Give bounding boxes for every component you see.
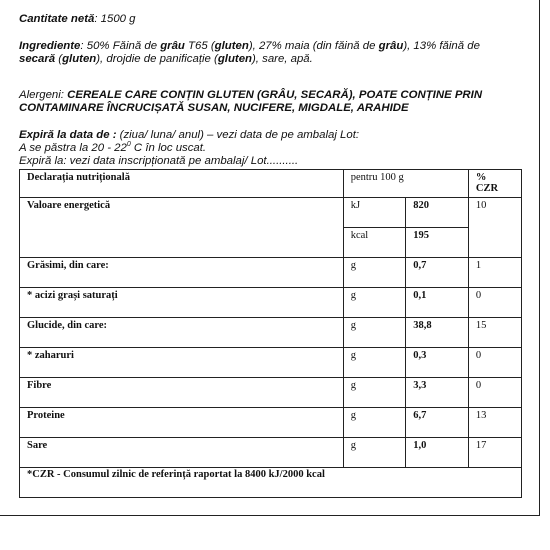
nutrient-czr: 10	[468, 198, 521, 258]
degree-superscript: 0	[126, 141, 131, 149]
expiry-note: Expiră la: vezi data inscripționată pe ambalaj/ Lot..........	[19, 155, 299, 167]
table-row	[20, 438, 522, 468]
ingredients-text: T65 (	[184, 40, 215, 52]
nutrient-value: 820	[406, 198, 469, 228]
nutrient-name: Glucide, din care:	[20, 318, 344, 348]
nutrient-czr: 1	[468, 258, 521, 288]
nutrient-name: Sare	[20, 438, 344, 468]
nutrient-czr: 0	[468, 348, 521, 378]
nutrition-header-row	[20, 170, 522, 198]
net-quantity-label: Cantitate netă	[19, 13, 95, 25]
ingredients-text: (	[55, 53, 63, 65]
allergen-rye: secară	[19, 53, 56, 65]
nutrient-value: 0,1	[406, 288, 469, 318]
czr-label: CZR	[475, 183, 499, 194]
allergens-label: Alergeni:	[19, 89, 68, 101]
nutrient-unit: g	[343, 288, 406, 318]
ingredients-text: ), 13% făină de	[403, 40, 480, 52]
net-quantity	[19, 13, 136, 26]
allergen-gluten: gluten	[214, 40, 249, 52]
net-quantity-value: : 1500 g	[94, 13, 136, 25]
nutrient-czr: 0	[468, 378, 521, 408]
czr-footnote: *CZR - Consumul zilnic de referință raportat la 8400 kJ/2000 kcal	[20, 468, 522, 498]
allergen-wheat: grâu	[160, 40, 185, 52]
footnote-row	[20, 468, 522, 498]
ingredients-text: ), 27% maia (din făină de	[248, 40, 379, 52]
ingredients-text: : 50% Făină de	[80, 40, 161, 52]
nutrient-unit: g	[343, 408, 406, 438]
nutrient-value: 195	[406, 228, 469, 258]
nutrient-unit: kJ	[343, 198, 406, 228]
allergens-text: CEREALE CARE CONȚIN GLUTEN (GRÂU, SECARĂ), POATE CONȚINE PRIN CONTAMINARE ÎNCRUCIȘATĂ SUSAN, NUCIFERE, MIGDALE, ARAHIDE	[19, 89, 483, 114]
per-100g-header: pentru 100 g	[343, 170, 468, 198]
table-row	[20, 258, 522, 288]
nutrition-title: Declarația nutrițională	[20, 170, 344, 198]
nutrient-czr: 0	[468, 288, 521, 318]
allergens-paragraph	[19, 89, 519, 115]
nutrient-czr: 17	[468, 438, 521, 468]
nutrient-name: Grăsimi, din care:	[20, 258, 344, 288]
storage-line	[19, 142, 519, 155]
ingredients-label: Ingrediente	[19, 40, 81, 52]
nutrient-unit: g	[343, 318, 406, 348]
nutrient-unit: g	[343, 348, 406, 378]
table-row	[20, 408, 522, 438]
nutrition-table	[19, 169, 522, 498]
storage-text: A se păstra la 20 - 22	[19, 142, 127, 154]
storage-text: C în loc uscat.	[130, 142, 207, 154]
nutrient-value: 6,7	[406, 408, 469, 438]
allergen-gluten: gluten	[217, 53, 252, 65]
table-row	[20, 348, 522, 378]
nutrient-value: 38,8	[406, 318, 469, 348]
allergen-wheat: grâu	[378, 40, 404, 52]
table-row	[20, 198, 522, 228]
expiry-line	[19, 129, 519, 142]
nutrient-name: Valoare energetică	[20, 198, 344, 258]
ingredients-paragraph	[19, 40, 519, 66]
ingredients-text: ), drojdie de panificație (	[96, 53, 218, 65]
nutrient-czr: 13	[468, 408, 521, 438]
expiry-format: (ziua/ luna/ anul) – vezi data de pe ambalaj Lot:	[116, 129, 360, 141]
nutrient-unit: kcal	[343, 228, 406, 258]
nutrient-unit: g	[343, 378, 406, 408]
nutrient-unit: g	[343, 258, 406, 288]
nutrient-value: 0,7	[406, 258, 469, 288]
table-row	[20, 318, 522, 348]
table-row	[20, 288, 522, 318]
nutrient-value: 0,3	[406, 348, 469, 378]
nutrient-name: * zaharuri	[20, 348, 344, 378]
expiry-block	[19, 129, 519, 168]
allergen-gluten: gluten	[62, 53, 97, 65]
nutrient-unit: g	[343, 438, 406, 468]
expiry-label: Expiră la data de :	[19, 129, 117, 141]
nutrient-name: Proteine	[20, 408, 344, 438]
nutrient-value: 3,3	[406, 378, 469, 408]
czr-header	[468, 170, 521, 198]
nutrient-name: Fibre	[20, 378, 344, 408]
table-row	[20, 378, 522, 408]
nutrient-value: 1,0	[406, 438, 469, 468]
nutrient-czr: 15	[468, 318, 521, 348]
percent-sign: %	[475, 172, 487, 183]
nutrient-name: * acizi grași saturați	[20, 288, 344, 318]
ingredients-text: ), sare, apă.	[252, 53, 313, 65]
